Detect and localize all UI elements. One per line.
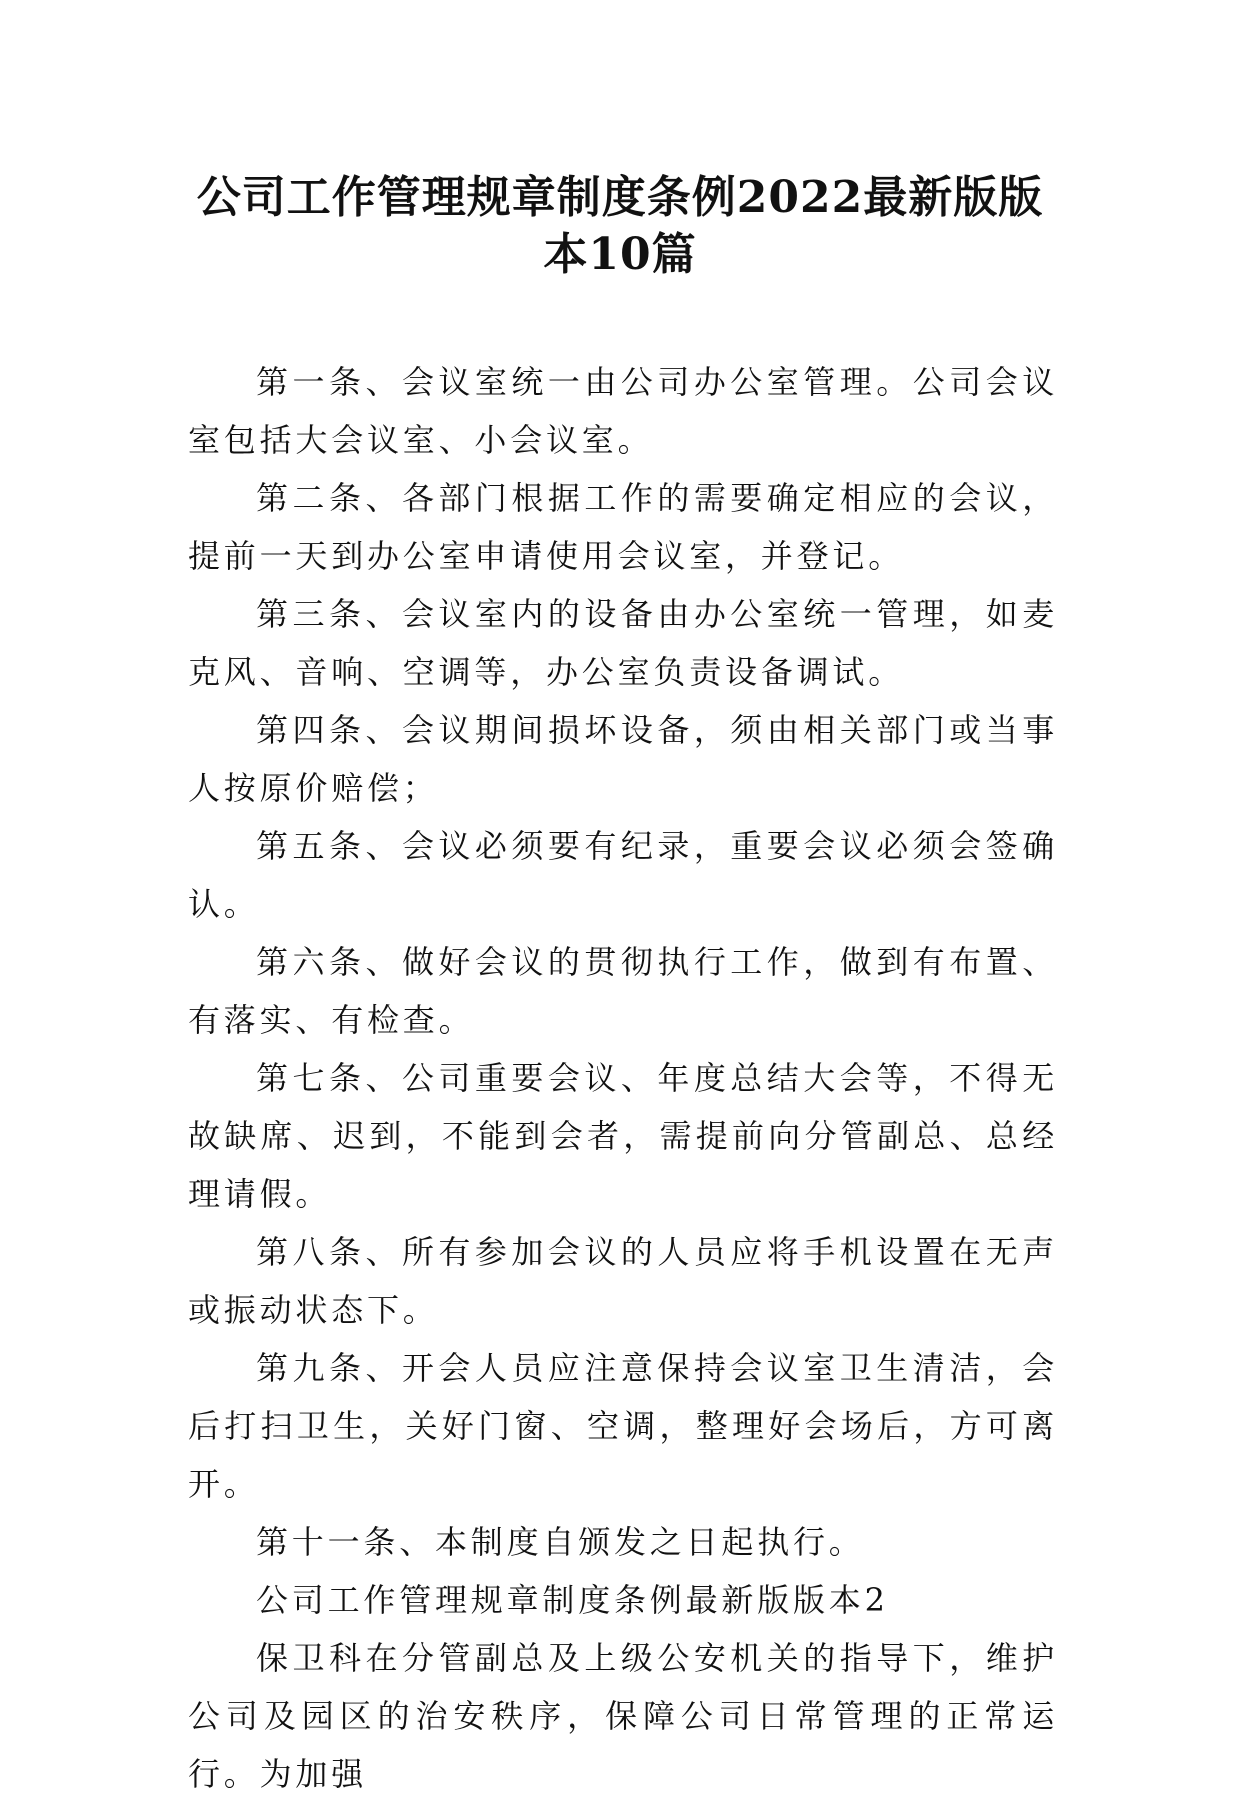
paragraph-security-intro: 保卫科在分管副总及上级公安机关的指导下，维护公司及园区的治安秩序，保障公司日常管理的正常运行。为加强 [188,1639,1058,1793]
section-heading-version-2: 公司工作管理规章制度条例最新版版本2 [256,1581,889,1619]
paragraph-article-2: 第二条、各部门根据工作的需要确定相应的会议，提前一天到办公室申请使用会议室，并登记。 [188,479,1058,575]
paragraph-article-4: 第四条、会议期间损坏设备，须由相关部门或当事人按原价赔偿； [188,711,1058,807]
paragraph-article-1: 第一条、会议室统一由公司办公室管理。公司会议室包括大会议室、小会议室。 [188,363,1058,459]
paragraph-article-7: 第七条、公司重要会议、年度总结大会等，不得无故缺席、迟到，不能到会者，需提前向分管副总、总经理请假。 [188,1059,1058,1213]
document-title [150,169,1090,283]
paragraph-article-11: 第十一条、本制度自颁发之日起执行。 [256,1523,865,1561]
document-body [188,353,1058,1803]
paragraph-article-3: 第三条、会议室内的设备由办公室统一管理，如麦克风、音响、空调等，办公室负责设备调试。 [188,595,1058,691]
paragraph-article-8: 第八条、所有参加会议的人员应将手机设置在无声或振动状态下。 [188,1233,1058,1329]
paragraph-article-9: 第九条、开会人员应注意保持会议室卫生清洁，会后打扫卫生，关好门窗、空调，整理好会场后，方可离开。 [188,1349,1058,1503]
paragraph-article-5: 第五条、会议必须要有纪录，重要会议必须会签确认。 [188,827,1058,923]
paragraph-article-6: 第六条、做好会议的贯彻执行工作，做到有布置、有落实、有检查。 [188,943,1058,1039]
title-line-1: 公司工作管理规章制度条例2022最新版版 [196,172,1044,224]
title-line-2: 本10篇 [543,229,697,281]
